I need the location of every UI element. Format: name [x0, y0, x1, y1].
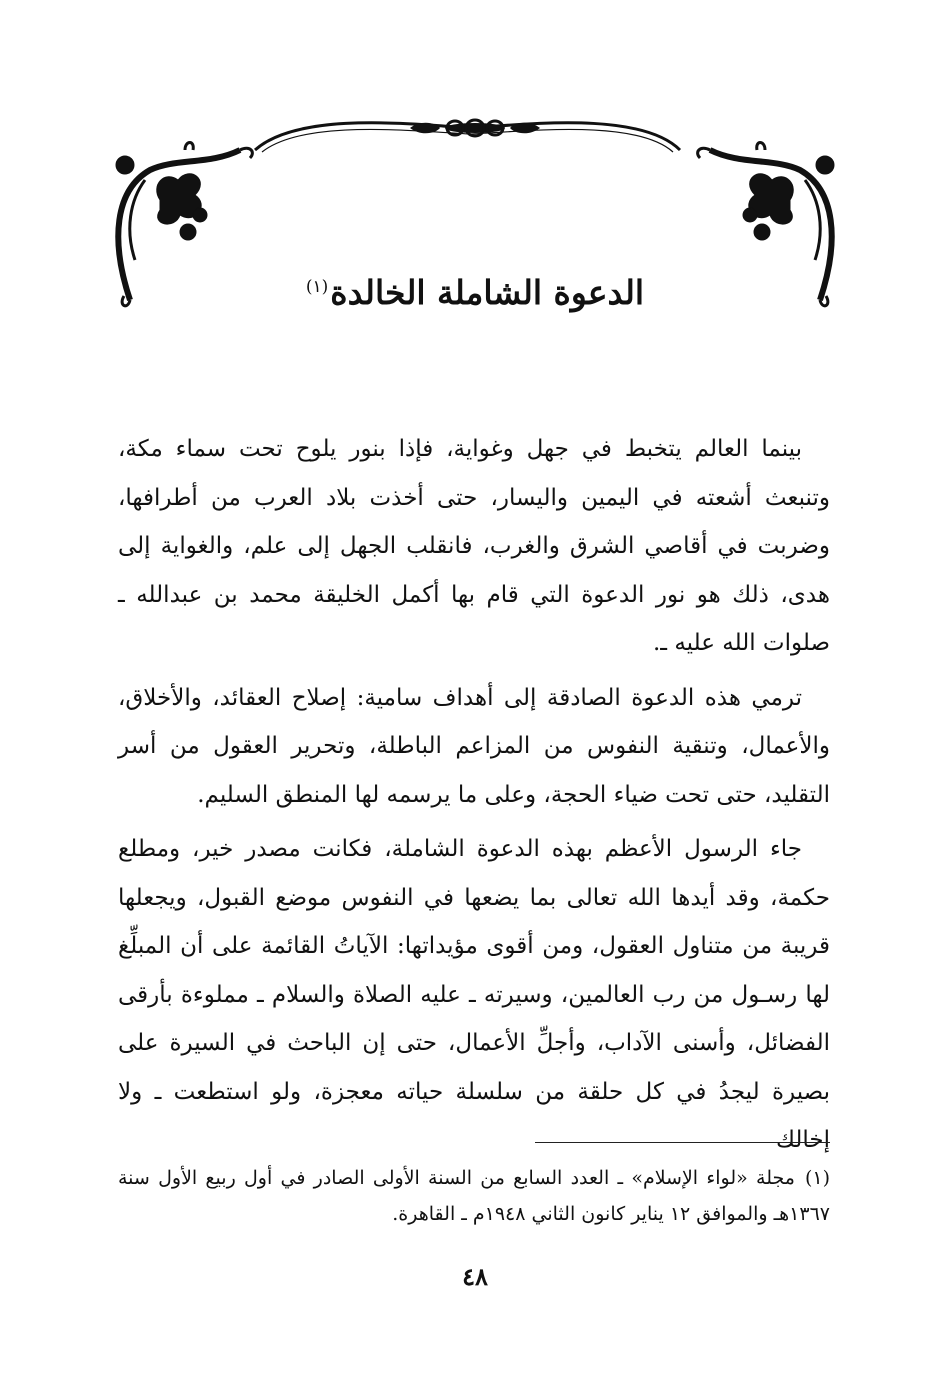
footnote — [118, 1160, 830, 1232]
chapter-title — [0, 262, 950, 318]
paragraph: بينما العالم يتخبط في جهل وغواية، فإذا بنور يلوح تحت سماء مكة، وتنبعث أشعته في اليمين واليسار، حتى أخذت بلاد العرب من أطرافها، وضربت في أقاصي الشرق والغرب، فانقلب الجهل إلى علم، والغواية إلى هدى، ذلك هو نور الدعوة التي قام بها أكمل الخليقة محمد بن عبدالله ـ صلوات الله عليه ـ. — [118, 436, 830, 656]
footnote-number: (١) — [804, 1167, 830, 1189]
footnote-text: مجلة «لواء الإسلام» ـ العدد السابع من السنة الأولى الصادر في أول ربيع الأول سنة ١٣٦٧هـ والموافق ١٢ يناير كانون الثاني ١٩٤٨م ـ القاهرة. — [118, 1167, 830, 1225]
chapter-title-text: الدعوة الشاملة الخالدة — [330, 273, 645, 313]
body-text — [118, 425, 830, 1171]
title-footnote-marker: (١) — [305, 277, 329, 298]
paragraph: ترمي هذه الدعوة الصادقة إلى أهداف سامية: إصلاح العقائد، والأخلاق، والأعمال، وتنقية النفوس من المزاعم الباطلة، وتحرير العقول من أسر التقليد، حتى تحت ضياء الحجة، وعلى ما يرسمه لها المنطق السليم. — [118, 684, 830, 808]
footnote-divider — [535, 1142, 830, 1143]
paragraph: جاء الرسول الأعظم بهذه الدعوة الشاملة، فكانت مصدر خير، ومطلع حكمة، وقد أيدها الله تعالى بما يضعها في النفوس موضع القبول، ويجعلها قريبة من متناول العقول، ومن أقوى مؤيداتها: الآياتُ القائمة على أن المبلِّغ لها رسـول من رب العالمين، وسيرته ـ عليه الصلاة والسلام ـ مملوءة بأرقى الفضائل، وأسنى الآداب، وأجلِّ الأعمال، حتى إن الباحث في السيرة على بصيرة ليجدُ في كل حلقة من سلسلة حياته معجزة، ولو استطعت ـ ولا إخالك — [118, 836, 830, 1153]
page-number: ٤٨ — [462, 1262, 488, 1291]
